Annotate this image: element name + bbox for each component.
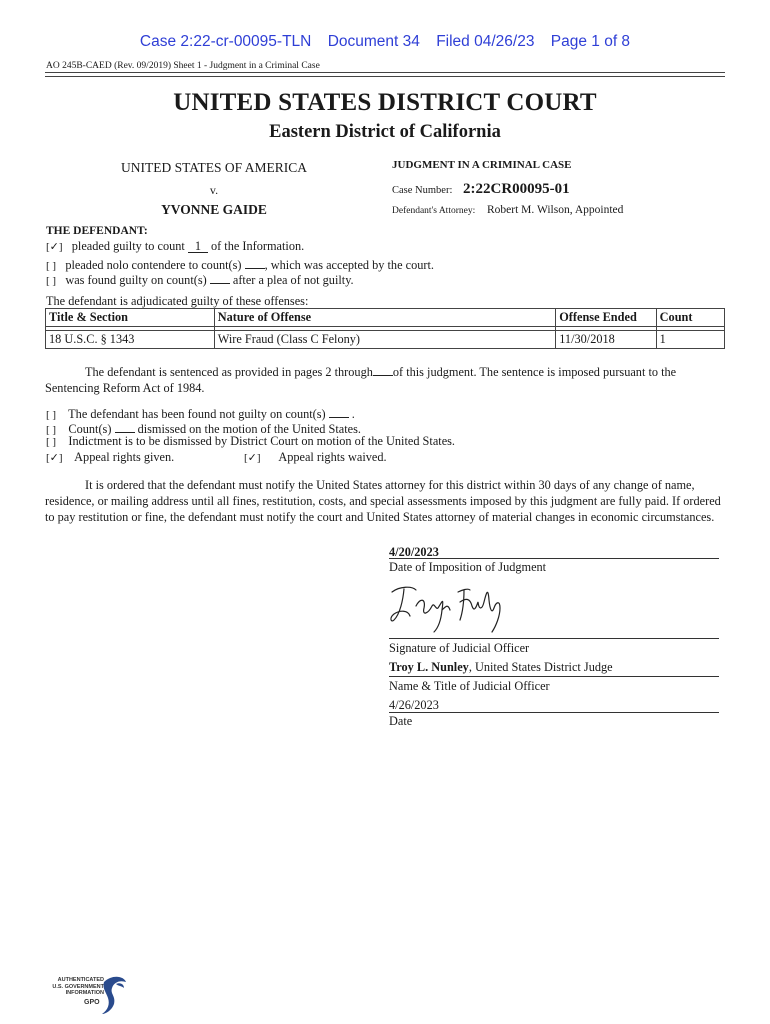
officer-title: , United States District Judge	[468, 660, 613, 674]
table-row	[46, 331, 725, 349]
plea-item-guilty	[46, 239, 304, 254]
disposition-text: Count(s)	[68, 422, 112, 436]
column-header: Title & Section	[46, 309, 215, 327]
checkbox[interactable]: [ ]	[46, 260, 57, 272]
judgment-type: JUDGMENT IN A CRIMINAL CASE	[392, 159, 572, 171]
eagle-icon	[100, 974, 130, 1016]
plea-text-post: of the Information.	[210, 239, 305, 253]
court-title: UNITED STATES DISTRICT COURT	[173, 89, 597, 116]
disposition-text-post: dismissed on the motion of the United States.	[137, 422, 361, 436]
stamp-page: Page 1 of 8	[550, 33, 631, 50]
plea-text-post: after a plea of not guilty.	[232, 273, 354, 287]
header-rule	[45, 72, 725, 77]
sentence-text: The defendant is sentenced as provided in pages 2 through	[85, 365, 373, 379]
signed-date: 4/26/2023	[389, 698, 439, 712]
disposition-indictment	[46, 434, 455, 449]
plaintiff-name: UNITED STATES OF AMERICA	[120, 160, 308, 175]
table-cell: 11/30/2018	[556, 331, 656, 349]
judge-signature	[386, 580, 516, 636]
appeal-waived	[244, 450, 387, 465]
signature-rule	[389, 638, 719, 639]
plea-text: was found guilty on count(s)	[65, 273, 207, 287]
filing-stamp	[0, 33, 770, 51]
sentence-paragraph	[45, 362, 727, 396]
gpo-line: U.S. GOVERNMENT	[52, 983, 104, 990]
column-header: Count	[656, 309, 724, 327]
table-cell: Wire Fraud (Class C Felony)	[214, 331, 556, 349]
count-blank	[115, 419, 135, 433]
disposition-text-post: .	[351, 407, 355, 421]
offenses-intro: The defendant is adjudicated guilty of these offenses:	[46, 294, 309, 308]
checkbox[interactable]: [ ]	[46, 436, 57, 448]
pages-blank	[373, 362, 393, 376]
column-header: Nature of Offense	[214, 309, 556, 327]
table-cell: 18 U.S.C. § 1343	[46, 331, 215, 349]
officer-name: Troy L. Nunley	[389, 660, 469, 674]
plea-text: pleaded nolo contendere to count(s)	[65, 258, 242, 272]
appeal-given-label: Appeal rights given.	[74, 450, 175, 464]
name-title-rule	[389, 676, 719, 677]
gpo-line: AUTHENTICATED	[57, 977, 104, 983]
imposition-date-rule	[389, 558, 719, 559]
sentence-text-post: of this judgment. The sentence is imposed pursuant to the Sentencing Reform Act of 1984.	[45, 365, 677, 395]
disposition-text: The defendant has been found not guilty on count(s)	[68, 407, 326, 421]
offenses-table	[45, 308, 725, 349]
imposition-date: 4/20/2023	[389, 545, 439, 559]
count-blank: 1	[188, 239, 208, 253]
officer-name-title	[389, 660, 613, 675]
count-blank	[245, 255, 265, 269]
defendant-name: YVONNE GAIDE	[161, 202, 267, 217]
checkbox[interactable]: [✓]	[244, 452, 261, 464]
imposition-date-label: Date of Imposition of Judgment	[389, 560, 547, 574]
stamp-document: Document 34	[327, 33, 420, 50]
table-cell: 1	[656, 331, 724, 349]
checkbox[interactable]: [ ]	[46, 275, 57, 287]
checkbox[interactable]: [ ]	[46, 409, 57, 421]
case-number: 2:22CR00095-01	[463, 181, 570, 197]
table-header-row	[46, 309, 725, 327]
plea-text-post: , which was accepted by the court.	[264, 258, 434, 272]
appeal-given	[46, 450, 174, 465]
count-blank	[210, 270, 230, 284]
attorney-label: Defendant's Attorney:	[392, 206, 476, 216]
signature-label: Signature of Judicial Officer	[389, 641, 530, 655]
form-identifier: AO 245B-CAED (Rev. 09/2019) Sheet 1 - Judgment in a Criminal Case	[46, 61, 320, 71]
date-rule	[389, 712, 719, 713]
gpo-authentication-logo	[46, 974, 136, 1016]
name-title-label: Name & Title of Judicial Officer	[389, 679, 550, 693]
checkbox[interactable]: [✓]	[46, 452, 63, 464]
appeal-waived-label: Appeal rights waived.	[278, 450, 387, 464]
checkbox[interactable]: [✓]	[46, 241, 63, 253]
case-number-label: Case Number:	[392, 185, 453, 196]
checkbox[interactable]: [ ]	[46, 424, 57, 436]
gpo-mark: GPO	[84, 999, 100, 1006]
gpo-line: INFORMATION	[65, 990, 104, 996]
disposition-text: Indictment is to be dismissed by District Court on motion of the United States.	[68, 434, 456, 448]
district-name: Eastern District of California	[269, 122, 501, 142]
plea-item-found-guilty	[46, 270, 354, 288]
order-paragraph: It is ordered that the defendant must notify the United States attorney for this district within 30 days of any change of name, residence, or mailing address until all fines, restitution, costs, and special assessments imposed by this judgment are fully paid. If ordered to pay restitution or fine, the defendant must notify the court and United States attorney of material changes in economic circumstances.	[45, 478, 721, 524]
stamp-case: Case 2:22-cr-00095-TLN	[139, 33, 312, 50]
plea-text: pleaded guilty to count	[71, 239, 185, 253]
date-label: Date	[389, 714, 413, 728]
versus: v.	[209, 183, 219, 197]
attorney-name: Robert M. Wilson, Appointed	[487, 204, 624, 216]
stamp-filed: Filed 04/26/23	[436, 33, 535, 50]
count-blank	[329, 404, 349, 418]
defendant-section-heading: THE DEFENDANT:	[46, 225, 148, 237]
column-header: Offense Ended	[556, 309, 656, 327]
